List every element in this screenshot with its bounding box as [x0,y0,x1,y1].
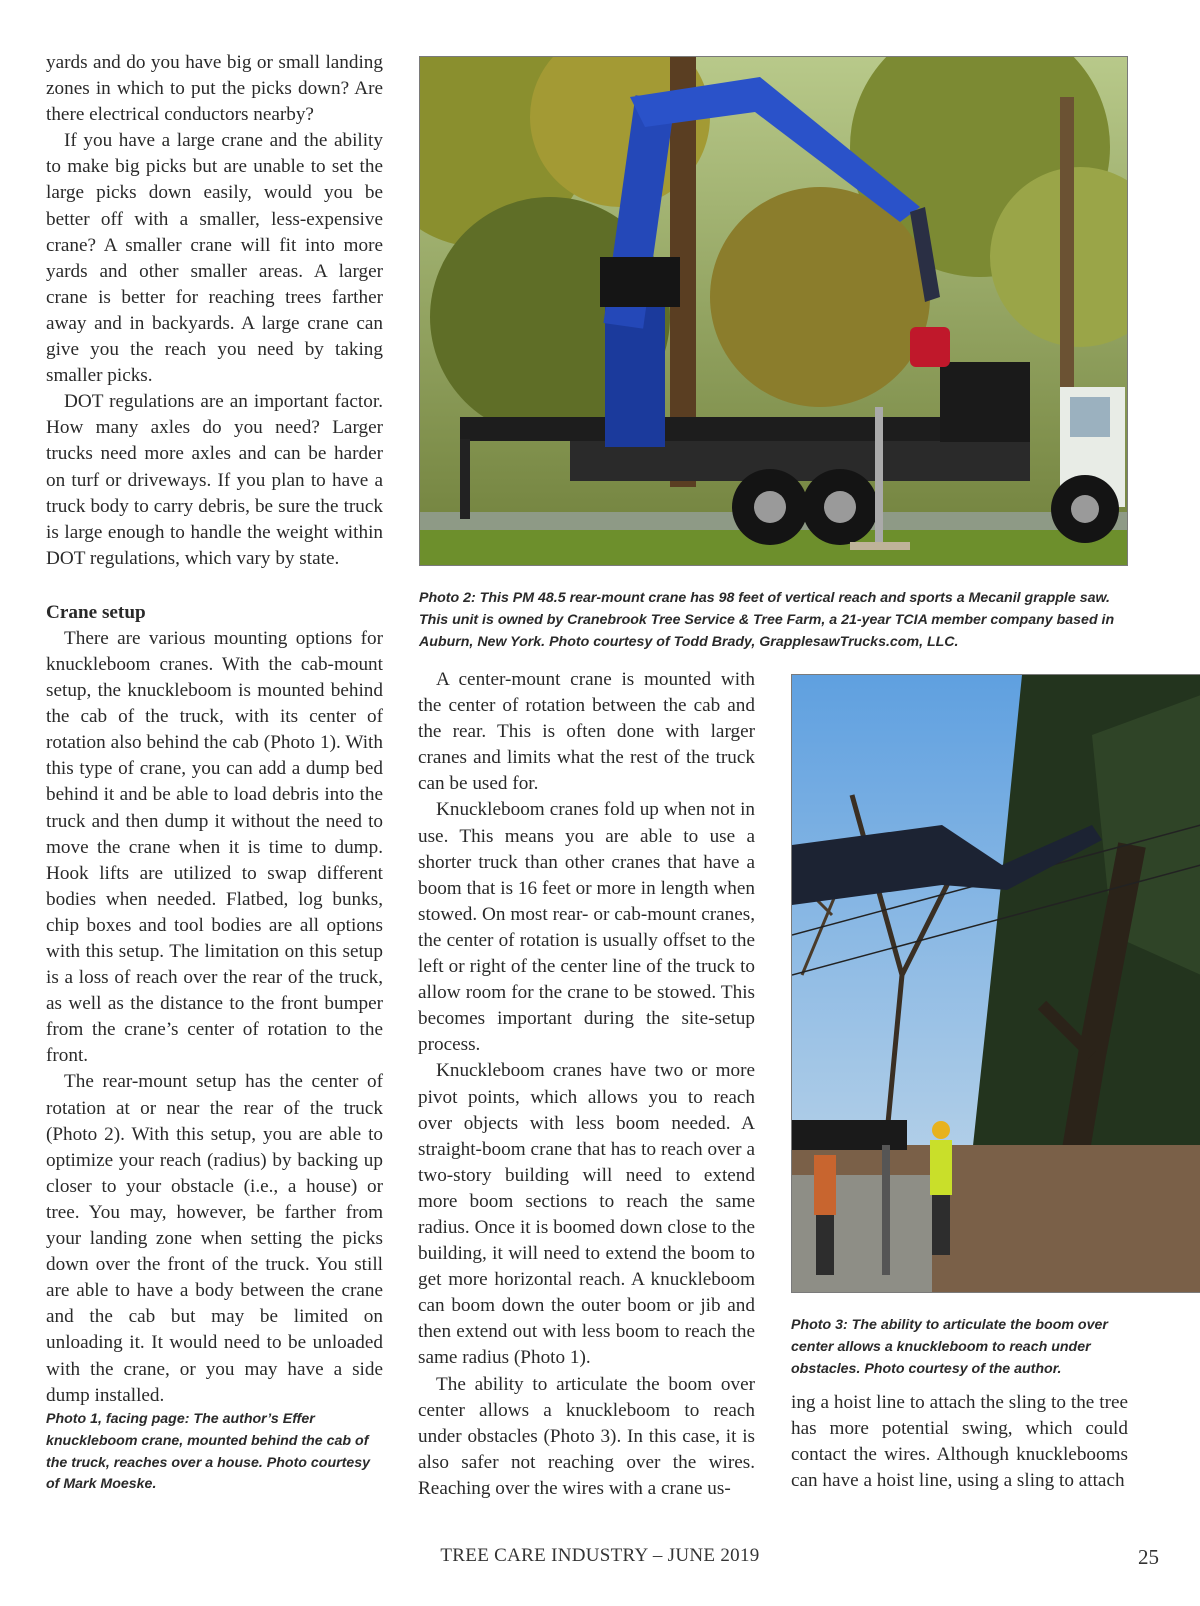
paragraph: Knuckleboom cranes have two or more pivot points, which allows you to reach over objects with less boom needed. A straight-boom crane that has to reach over a two-story building will need to extend more boom sections to reach the same radius. Once it is boomed down close to the building, it will need to extend the boom to get more horizontal reach. A knuckleboom can boom down the outer boom or jib and then extend out with less boom to reach the same radius (Photo 1). [418,1060,755,1369]
paragraph: If you have a large crane and the ability to make big picks but are unable to set the large picks down easily, would you be better off with a smaller, less-expensive crane? A smaller crane will fit into more yards and other smaller areas. A larger crane is better for reaching trees farther away and in backyards. A large crane can give you the reach you need by taking smaller picks. [46,130,383,387]
photo-2-caption: Photo 2: This PM 48.5 rear-mount crane has 98 feet of vertical reach and sports a Mecanil grapple saw. This unit is owned by Cranebrook Tree Service & Tree Farm, a 21-year TCIA member company based in Auburn, New York. Photo courtesy of Todd Brady, GrapplesawTrucks.com, LLC. [419,590,1115,650]
paragraph: There are various mounting options for knuckleboom cranes. With the cab-mount setup, the knuckleboom is mounted behind the cab of the truck, with its center of rotation also behind the cab (Photo 1). With this type of crane, you can add a dump bed behind it and be able to load debris into the truck and then dump it without the need to move the crane when it is time to dump. Hook lifts are utilized to swap different bodies when needed. Flatbed, log bunks, chip boxes and tool bodies are all options with this setup. The limitation on this setup is a loss of reach over the rear of the truck, as well as the distance to the front bumper from the crane’s center of rotation to the front. [46,627,383,1067]
magazine-footer-title: TREE CARE INDUSTRY – JUNE 2019 [440,1545,760,1566]
paragraph: ing a hoist line to attach the sling to the tree has more potential swing, which could contact the wires. Although knucklebooms can have a hoist line, using a sling to attach [791,1392,1128,1492]
column-1 [46,50,383,1409]
photo-3-caption: Photo 3: The ability to articulate the boom over center allows a knuckleboom to reach under obstacles. Photo courtesy of the author. [791,1317,1108,1377]
paragraph: A center-mount crane is mounted with the center of rotation between the cab and the rear. This is often done with larger cranes and limits what the rest of the truck can be used for. [418,669,755,795]
photo-2-crane-truck [419,56,1128,566]
photo-3-knuckleboom-over-wires [791,674,1200,1293]
column-2 [418,667,755,1502]
page-number: 25 [1138,1545,1159,1569]
column-3 [791,1390,1128,1494]
photo-1-caption: Photo 1, facing page: The author’s Effer knuckleboom crane, mounted behind the cab of the truck, reaches over a house. Photo courtesy of Mark Moeske. [46,1411,371,1493]
paragraph: Knuckleboom cranes fold up when not in use. This means you are able to use a shorter truck than other cranes that have a boom that is 16 feet or more in length when stowed. On most rear- or cab-mount cranes, the center of rotation is usually offset to the left or right of the center line of the truck to allow room for the crane to be stowed. This becomes important during the site-setup process. [418,799,755,1056]
paragraph: DOT regulations are an important factor. How many axles do you need? Larger trucks need more axles and can be harder on turf or driveways. If you plan to have a truck body to carry debris, be sure the truck is large enough to handle the weight within DOT regulations, which vary by state. [46,391,383,569]
paragraph: yards and do you have big or small landing zones in which to put the picks down? Are there electrical conductors nearby? [46,52,383,126]
section-heading: Crane setup [46,601,146,623]
paragraph: The ability to articulate the boom over center allows a knuckleboom to reach under obstacles (Photo 3). In this case, it is also safer not reaching over the wires. Reaching over the wires with a crane us- [418,1373,755,1499]
paragraph: The rear-mount setup has the center of rotation at or near the rear of the truck (Photo 2). With this setup, you are able to optimize your reach (radius) by backing up closer to your obstacle (i.e., a house) or tree. You may, however, be farther from your landing zone when setting the picks down over the front of the truck. You still are able to have a body between the crane and the cab but may be limited on unloading it. It would need to be unloaded with the crane, or you may have a side dump installed. [46,1071,383,1406]
